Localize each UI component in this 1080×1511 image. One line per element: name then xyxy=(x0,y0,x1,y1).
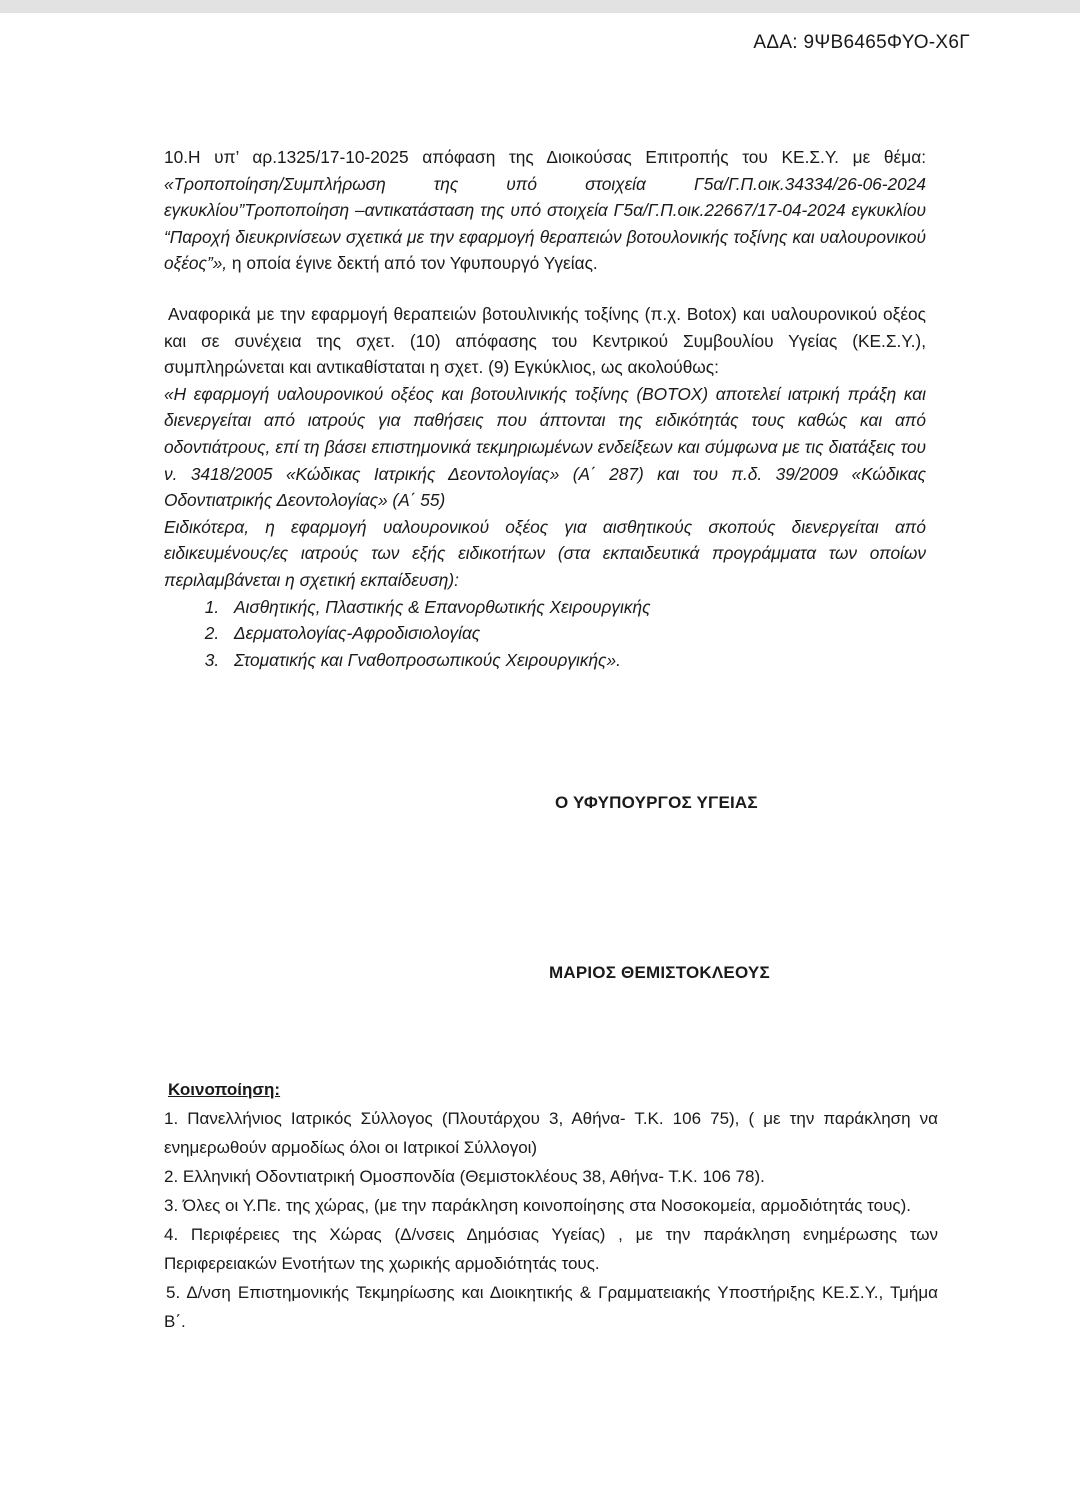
list-item: 1. Αισθητικής, Πλαστικής & Επανορθωτικής Χειρουργικής xyxy=(224,594,926,621)
ada-code: ΑΔΑ: 9ΨΒ6465ΦΥΟ-Χ6Γ xyxy=(753,32,970,53)
circular-quote-paragraph: «Η εφαρμογή υαλουρονικού οξέος και βοτουλινικής τοξίνης (BOTOX) αποτελεί ιατρική πράξη και διενεργείται από ιατρούς για παθήσεις που άπτονται της ειδικότητάς τους καθώς και από οδοντιάτρους, επί τη βάσει επιστημονικά τεκμηριωμένων ενδείξεων και σύμφωνα με τις διατάξεις του ν. 3418/2005 «Κώδικας Ιατρικής Δεοντολογίας» (Α΄ 287) και του π.δ. 39/2009 «Κώδικας Οδοντιατρικής Δεοντολογίας» (Α΄ 55) xyxy=(164,383,926,511)
signer-title: Ο ΥΦΥΠΟΥΡΓΟΣ ΥΓΕΙΑΣ xyxy=(555,793,758,812)
list-item: 3. Στοματικής και Γναθοπροσωπικούς Χειρουργικής». xyxy=(224,647,926,674)
list-item: 3. Όλες οι Υ.Πε. της χώρας, (με την παράκληση κοινοποίησης στα Νοσοκομεία, αρμοδιότητάς τους). xyxy=(164,1196,911,1215)
notification-section xyxy=(164,1075,938,1336)
circular-specifics-paragraph: Ειδικότερα, η εφαρμογή υαλουρονικού οξέος για αισθητικούς σκοπούς διενεργείται από ειδικευμένους/ες ιατρούς των εξής ειδικοτήτων (στα εκπαιδευτικά προγράμματα των οποίων περιλαμβάνεται η σχετική εκπαίδευση): xyxy=(164,516,926,590)
decision-lead: 10.Η υπ’ αρ.1325/17-10-2025 απόφαση της Διοικούσας Επιτροπής του ΚΕ.Σ.Υ. με θέμα: xyxy=(164,147,926,167)
list-item: 4. Περιφέρειες της Χώρας (Δ/νσεις Δημόσιας Υγείας) , με την παράκληση ενημέρωσης των Περιφερειακών Ενοτήτων της χωρικής αρμοδιότητάς τους. xyxy=(164,1225,938,1273)
specialties-list xyxy=(164,594,926,674)
circular-intro-paragraph: Αναφορικά με την εφαρμογή θεραπειών βοτουλινικής τοξίνης (π.χ. Botox) και υαλουρονικού οξέος και σε συνέχεια της σχετ. (10) απόφασης του Κεντρικού Συμβουλίου Υγείας (ΚΕ.Σ.Υ.), συμπληρώνεται και αντικαθίσταται η σχετ. (9) Εγκύκλιος, ως ακολούθως: xyxy=(164,303,926,378)
page-top-strip xyxy=(0,0,1080,13)
decision-subject: «Τροποποίηση/Συμπλήρωση της υπό στοιχεία Γ5α/Γ.Π.οικ.34334/26-06-2024 εγκυκλίου”Τροποποίηση –αντικατάσταση της υπό στοιχεία Γ5α/Γ.Π.οικ.22667/17-04-2024 εγκυκλίου “Παροχή διευκρινίσεων σχετικά με την εφαρμογή θεραπειών βοτουλονικής τοξίνης και υαλουρονικού οξέος”», xyxy=(164,173,926,274)
decision-tail: η οποία έγινε δεκτή από τον Υφυπουργό Υγείας. xyxy=(227,253,598,274)
notification-heading: Κοινοποίηση: xyxy=(168,1080,281,1099)
list-item: 2. Δερματολογίας-Αφροδισιολογίας xyxy=(224,620,926,647)
list-item: 2. Ελληνική Οδοντιατρική Ομοσπονδία (Θεμιστοκλέους 38, Αθήνα- Τ.Κ. 106 78). xyxy=(164,1167,765,1186)
document-body xyxy=(164,144,926,673)
list-item: 1. Πανελλήνιος Ιατρικός Σύλλογος (Πλουτάρχου 3, Αθήνα- Τ.Κ. 106 75), ( με την παράκληση να ενημερωθούν αρμοδίως όλοι οι Ιατρικοί Σύλλογοι) xyxy=(164,1109,938,1157)
signer-name: ΜΑΡΙΟΣ ΘΕΜΙΣΤΟΚΛΕΟΥΣ xyxy=(549,963,770,982)
list-item: 5. Δ/νση Επιστημονικής Τεκμηρίωσης και Διοικητικής & Γραμματειακής Υποστήριξης ΚΕ.Σ.Υ., Τμήμα Β΄. xyxy=(164,1283,938,1331)
decision-reference-paragraph xyxy=(164,144,926,277)
